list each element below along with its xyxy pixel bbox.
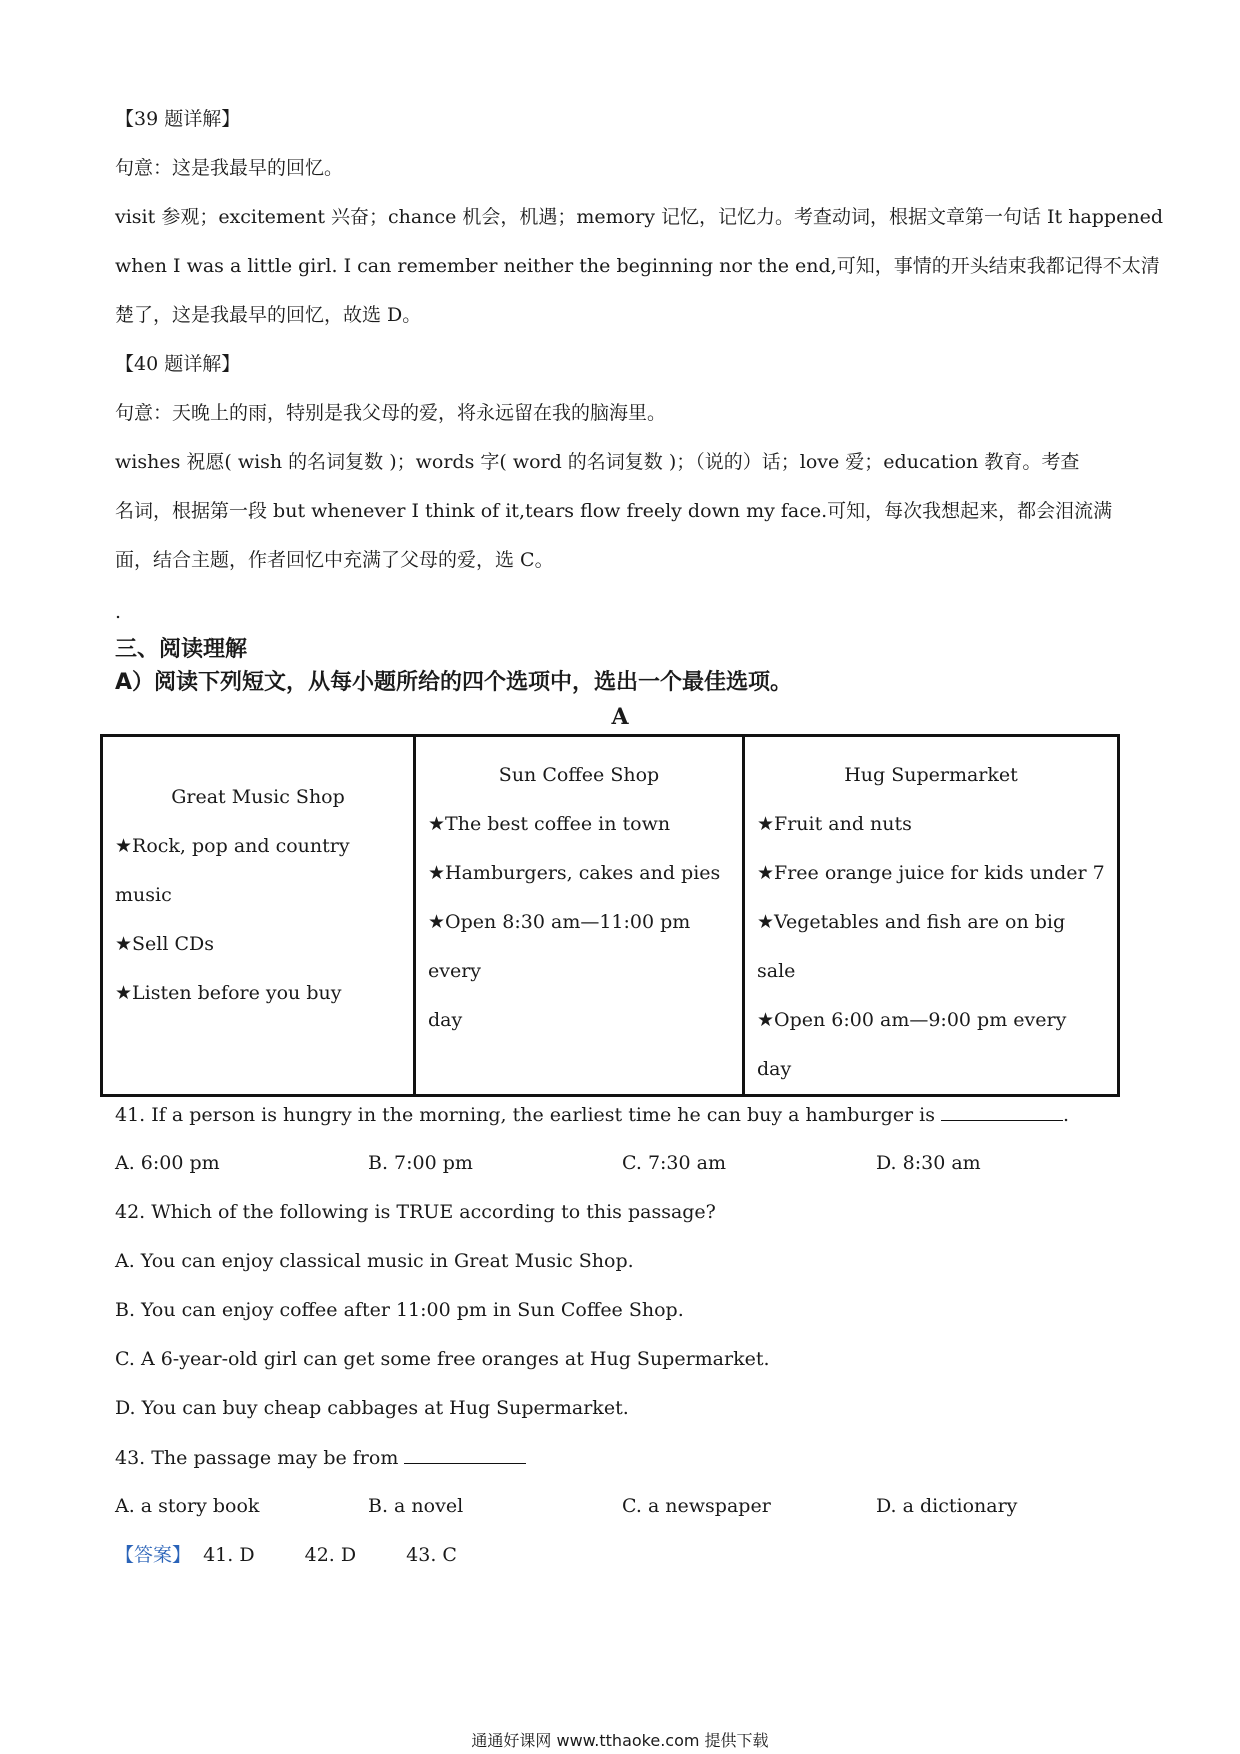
explanation-40-meaning: 句意：天晚上的雨，特别是我父母的爱，将永远留在我的脑海里。 <box>115 402 667 424</box>
question-42: 42. Which of the following is TRUE according to this passage? <box>115 1201 716 1223</box>
explanation-39-heading: 【39 题详解】 <box>115 108 241 130</box>
shop-item: ★Open 6:00 am—9:00 pm every day <box>757 1009 1067 1080</box>
option-41-a: A. 6:00 pm <box>115 1152 220 1174</box>
option-42-c: C. A 6-year-old girl can get some free oranges at Hug Supermarket. <box>115 1348 770 1370</box>
shop-hug-supermarket <box>744 736 1119 1096</box>
answer-label: 【答案】 <box>115 1544 192 1566</box>
option-41-c: C. 7:30 am <box>622 1152 726 1174</box>
shop-great-music <box>102 736 415 1096</box>
question-41 <box>115 1102 1069 1127</box>
option-43-b: B. a novel <box>368 1495 464 1517</box>
answer-blank <box>941 1102 1063 1121</box>
shop-item: ★Vegetables and fish are on big sale <box>757 911 1066 982</box>
explanation-39-meaning: 句意：这是我最早的回忆。 <box>115 157 344 179</box>
question-stem-end: . <box>1063 1104 1070 1126</box>
shop-item: day <box>428 1009 463 1031</box>
shop-item: ★Rock, pop and country music <box>115 835 350 906</box>
answer-item: 41. D <box>203 1544 255 1566</box>
shop-name: Great Music Shop <box>171 786 345 808</box>
shop-item: ★Free orange juice for kids under 7 <box>757 862 1105 884</box>
option-43-d: D. a dictionary <box>876 1495 1018 1517</box>
option-41-d: D. 8:30 am <box>876 1152 981 1174</box>
shop-item: ★Listen before you buy <box>115 982 342 1004</box>
option-41-b: B. 7:00 pm <box>368 1152 473 1174</box>
shop-item: ★The best coffee in town <box>428 813 671 835</box>
option-43-a: A. a story book <box>115 1495 260 1517</box>
answer-blank <box>404 1445 526 1464</box>
shop-item: ★Open 8:30 am—11:00 pm every <box>428 911 691 982</box>
option-42-d: D. You can buy cheap cabbages at Hug Supermarket. <box>115 1397 629 1419</box>
shop-item: ★Hamburgers, cakes and pies <box>428 862 721 884</box>
question-stem: 43. The passage may be from <box>115 1447 399 1469</box>
explanation-40-heading: 【40 题详解】 <box>115 353 241 375</box>
answer-item: 42. D <box>304 1544 357 1566</box>
shop-item: ★Sell CDs <box>115 933 215 955</box>
shop-name: Hug Supermarket <box>844 764 1018 786</box>
explanation-39-line-1: visit 参观；excitement 兴奋；chance 机会，机遇；memory 记忆，记忆力。考查动词，根据文章第一句话 It happened <box>115 206 1163 228</box>
option-42-a: A. You can enjoy classical music in Great Music Shop. <box>115 1250 634 1272</box>
shops-table <box>100 734 1120 1097</box>
passage-label: A <box>611 704 629 730</box>
option-43-c: C. a newspaper <box>622 1495 771 1517</box>
explanation-39-line-3: 楚了，这是我最早的回忆，故选 D。 <box>115 304 422 326</box>
explanation-40-line-1: wishes 祝愿( wish 的名词复数 )；words 字( word 的名词复数 )；（说的）话；love 爱；education 教育。考查 <box>115 451 1080 473</box>
shop-sun-coffee <box>415 736 744 1096</box>
answer-key <box>115 1543 457 1567</box>
explanation-39-line-2: when I was a little girl. I can remember neither the beginning nor the end,可知，事情的开头结束我都记得不太清 <box>115 255 1160 277</box>
question-43 <box>115 1445 526 1470</box>
question-stem: 41. If a person is hungry in the morning, the earliest time he can buy a hamburger is <box>115 1104 935 1126</box>
option-42-b: B. You can enjoy coffee after 11:00 pm in Sun Coffee Shop. <box>115 1299 684 1321</box>
shop-item: ★Fruit and nuts <box>757 813 912 835</box>
page-footer: 通通好课网 www.tthaoke.com 提供下载 <box>471 1731 769 1750</box>
explanation-40-line-3: 面，结合主题，作者回忆中充满了父母的爱，选 C。 <box>115 549 554 571</box>
explanation-40-line-2: 名词，根据第一段 but whenever I think of it,tears flow freely down my face.可知，每次我想起来，都会泪流满 <box>115 500 1113 522</box>
section-title: 三、阅读理解 <box>115 637 248 662</box>
separator-dot: . <box>115 601 122 623</box>
answer-item: 43. C <box>406 1544 457 1566</box>
shop-name: Sun Coffee Shop <box>498 764 660 786</box>
section-instruction: A）阅读下列短文，从每小题所给的四个选项中，选出一个最佳选项。 <box>115 670 793 695</box>
